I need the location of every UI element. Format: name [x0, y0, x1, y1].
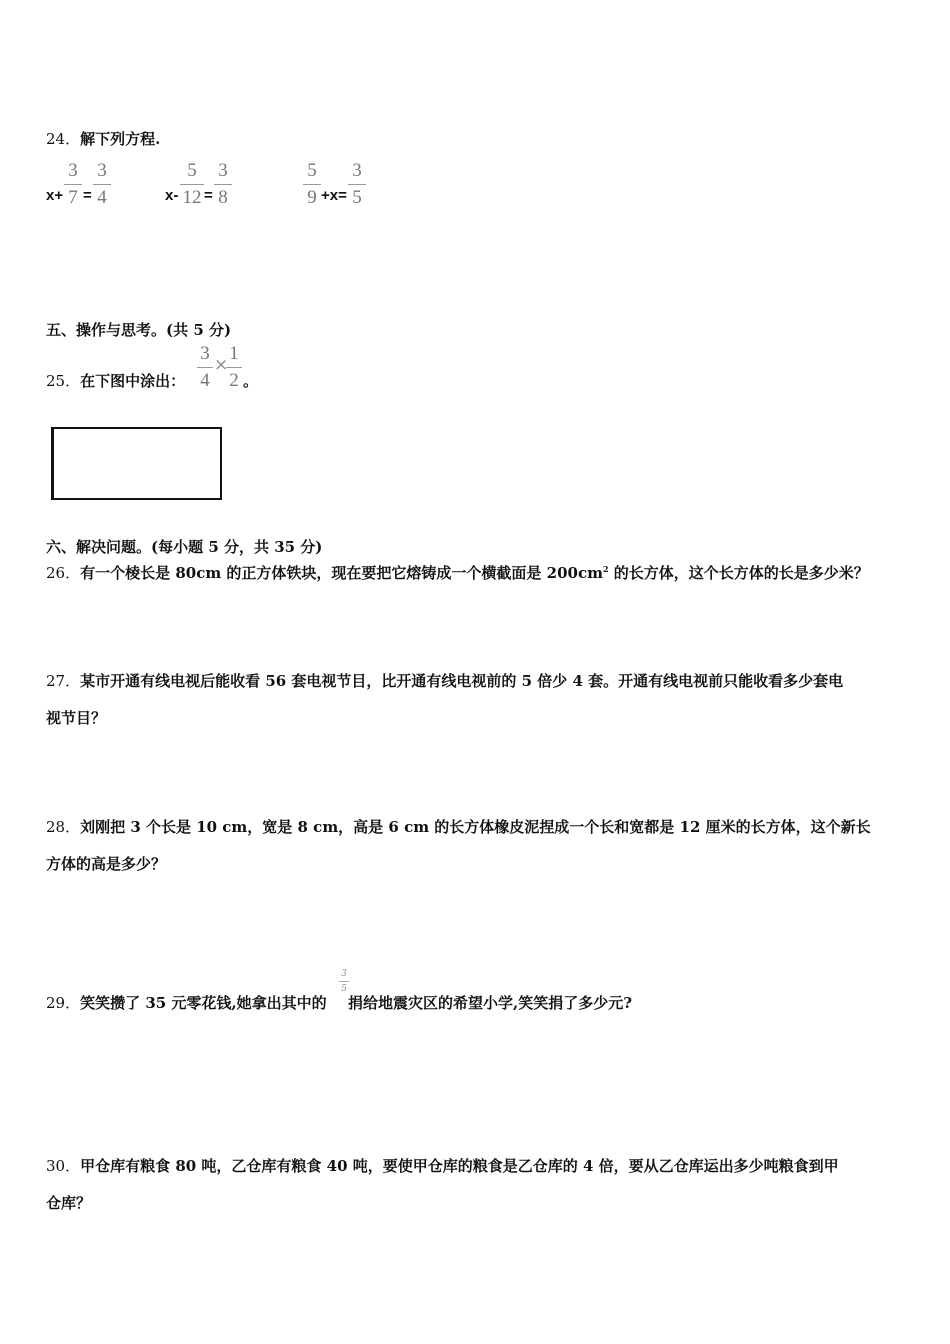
question-text: 笑笑攒了 35 元零花钱,她拿出其中的	[80, 994, 327, 1012]
equation-prefix: x+	[46, 187, 64, 204]
section-5-heading: 五、操作与思考。(共 5 分)	[46, 321, 232, 339]
fraction: 3 8	[214, 161, 232, 208]
period: 。	[243, 372, 259, 390]
equals-sign: =	[204, 187, 213, 204]
question-number: 26．	[46, 564, 81, 582]
shading-rectangle[interactable]	[51, 427, 222, 500]
question-text: 解下列方程.	[80, 130, 161, 148]
question-27-continued: 视节目？	[46, 709, 107, 727]
question-text: 有一个棱长是 80cm 的正方体铁块，现在要把它熔铸成一个横截面是 200cm	[80, 564, 603, 582]
question-text: 刘刚把 3 个长是 10 cm，宽是 8 cm，高是 6 cm 的长方体橡皮泥捏成一个长和宽都是 12 厘米的长方体，这个新长	[80, 818, 871, 836]
superscript: 2	[602, 564, 609, 574]
question-number: 29．	[46, 994, 81, 1012]
question-text: 甲仓库有粮食 80 吨，乙仓库有粮食 40 吨，要使甲仓库的粮食是乙仓库的 4 倍，要从乙仓库运出多少吨粮食到甲	[80, 1157, 839, 1175]
fraction: 3 7	[64, 161, 82, 208]
question-30-continued: 仓库？	[46, 1194, 92, 1212]
fraction: 5 9	[303, 161, 321, 208]
fraction: 1 2	[226, 344, 242, 391]
question-28-continued: 方体的高是多少？	[46, 855, 167, 873]
question-text: 的长方体，这个长方体的长是多少米？	[608, 564, 869, 582]
question-text: 在下图中涂出：	[80, 372, 186, 390]
question-number: 27．	[46, 672, 81, 690]
question-number: 30．	[46, 1157, 81, 1175]
times-sign: ×	[214, 355, 229, 375]
question-29	[46, 992, 327, 1013]
section-6-heading: 六、解决问题。(每小题 5 分，共 35 分)	[46, 538, 323, 556]
question-number: 28．	[46, 818, 81, 836]
question-number: 25．	[46, 372, 81, 390]
question-text: 某市开通有线电视后能收看 56 套电视节目，比开通有线电视前的 5 倍少 4 套。开通有线电视前只能收看多少套电	[80, 672, 844, 690]
fraction: 3 4	[93, 161, 111, 208]
fraction: 3 5	[348, 161, 366, 208]
equation-operator: +x=	[321, 187, 347, 204]
equation-prefix: x-	[165, 187, 179, 204]
question-30	[46, 1155, 839, 1176]
question-26	[46, 562, 869, 583]
question-25	[46, 370, 185, 391]
equals-sign: =	[83, 187, 92, 204]
question-29-continued: 捐给地震灾区的希望小学,笑笑捐了多少元?	[348, 994, 633, 1012]
question-24	[46, 128, 160, 149]
fraction: 5 12	[180, 161, 204, 208]
small-fraction: 3 5	[339, 969, 349, 994]
question-27	[46, 670, 843, 691]
question-28	[46, 816, 871, 837]
fraction: 3 4	[197, 344, 213, 391]
question-number: 24．	[46, 130, 81, 148]
